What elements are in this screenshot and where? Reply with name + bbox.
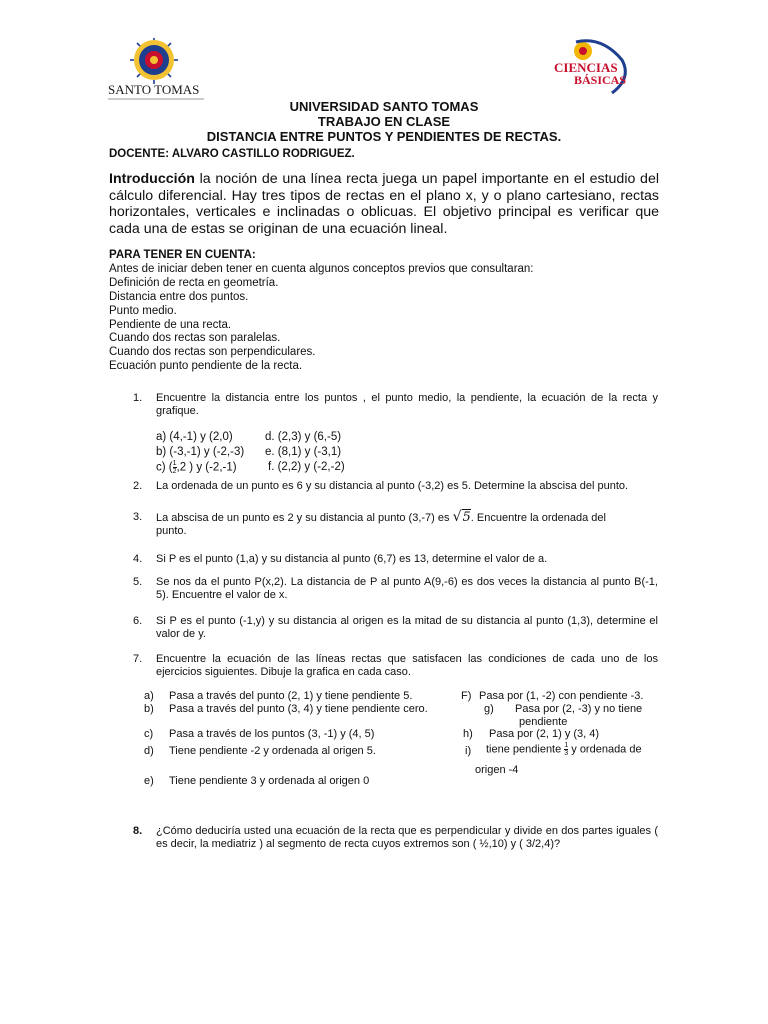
ex7-i-suffix: y ordenada de [568, 743, 642, 756]
para-tener-line: Definición de recta en geometría. [109, 276, 279, 289]
ciencias-basicas-logo [552, 38, 646, 100]
sqrt-radicand: 5 [462, 510, 471, 525]
intro-label: Introducción [109, 171, 195, 187]
ex7-option-b: Pasa a través del punto (3, 4) y tiene pendiente cero. [169, 703, 428, 715]
ex7-option-g-cont: pendiente [519, 716, 568, 728]
ex3-text-a: La abscisa de un punto es 2 y su distancia al punto (3,-7) es [156, 512, 453, 524]
ex7-option-i-cont: origen -4 [475, 764, 519, 776]
exercise-text: Si P es el punto (-1,y) y su distancia al origen es la mitad de su distancia al punto (1,3), determine el valor de y. [156, 615, 658, 640]
fraction-numerator: 1 [564, 742, 569, 749]
para-tener-section [109, 249, 659, 374]
ex7-label-b: b) [144, 703, 154, 715]
ex1-c-prefix: c) ( [156, 461, 173, 474]
ciencias-logo-text-2: BÁSICAS [574, 73, 627, 87]
intro-text: la noción de una línea recta juega un papel importante en el estudio del cálculo diferencial. Hay tres tipos de rectas en el plano x, y o plano cartesiano, rectas horizontales, verticales e inclinadas o oblicuas. El objetivo principal es verificar que cada una de estas se originan de una ecuación lineal. [109, 171, 659, 237]
ex7-option-i [486, 742, 642, 757]
exercise-text [156, 511, 658, 538]
ex7-label-a: a) [144, 690, 154, 702]
santo-tomas-logo-text: SANTO TOMAS [108, 82, 200, 97]
ex7-i-prefix: tiene pendiente [486, 743, 565, 756]
ex1-option-d: d. (2,3) y (6,-5) [265, 431, 342, 443]
document-header [108, 99, 660, 144]
exercise-number: 1. [133, 392, 143, 404]
ex7-option-g: Pasa por (2, -3) y no tiene [515, 703, 643, 715]
exercise-text: Se nos da el punto P(x,2). La distancia de P al punto A(9,-6) es dos veces la distancia al punto B(-1, 5). Encuentre el valor de x. [156, 576, 658, 601]
exercise-text: La ordenada de un punto es 6 y su distancia al punto (-3,2) es 5. Determine la abscisa del punto. [156, 480, 629, 492]
ex7-option-e: Tiene pendiente 3 y ordenada al origen 0 [169, 775, 370, 787]
ex1-c-suffix: ,2 ) y (-2,-1) [176, 461, 237, 474]
para-tener-line: Ecuación punto pendiente de la recta. [109, 360, 303, 373]
ex7-option-c: Pasa a través de los puntos (3, -1) y (4, 5) [169, 728, 375, 740]
sqrt-symbol: √5 [452, 509, 471, 525]
header-topic: DISTANCIA ENTRE PUNTOS Y PENDIENTES DE RECTAS. [206, 129, 562, 144]
exercise-number: 3. [133, 511, 143, 523]
ex7-option-a: Pasa a través del punto (2, 1) y tiene pendiente 5. [169, 690, 413, 702]
exercise-number: 4. [133, 553, 143, 565]
para-tener-line: Pendiente de una recta. [109, 318, 232, 331]
para-tener-line: Antes de iniciar deben tener en cuenta algunos conceptos previos que consultaran: [109, 262, 534, 275]
exercise-text: Si P es el punto (1,a) y su distancia al punto (6,7) es 13, determine el valor de a. [156, 553, 548, 565]
ex7-option-F: Pasa por (1, -2) con pendiente -3. [479, 690, 644, 702]
ex7-label-c: c) [144, 728, 154, 740]
ex1-option-b: b) (-3,-1) y (-2,-3) [156, 446, 245, 458]
ex7-label-g: g) [484, 703, 494, 715]
intro-paragraph [109, 171, 659, 237]
fraction-denominator: 2 [172, 468, 177, 475]
header-docente: DOCENTE: ALVARO CASTILLO RODRIGUEZ. [109, 148, 355, 160]
ex7-label-e: e) [144, 775, 154, 787]
ex7-option-d: Tiene pendiente -2 y ordenada al origen 5. [169, 745, 376, 757]
exercise-number: 8. [133, 825, 143, 837]
exercise-number: 5. [133, 576, 143, 588]
para-tener-line: Cuando dos rectas son perpendiculares. [109, 346, 316, 359]
exercise-number: 2. [133, 480, 143, 492]
ex1-option-c [156, 460, 237, 476]
ex1-option-e: e. (8,1) y (-3,1) [265, 446, 342, 458]
para-tener-line: Distancia entre dos puntos. [109, 290, 249, 303]
header-university: UNIVERSIDAD SANTO TOMAS [289, 99, 479, 114]
para-tener-line: Punto medio. [109, 304, 177, 317]
santo-tomas-logo [106, 38, 206, 104]
exercise-number: 7. [133, 653, 143, 665]
exercise-number: 6. [133, 615, 143, 627]
exercise-text: Encuentre la ecuación de las líneas rectas que satisfacen las condiciones de cada uno de los ejercicios siguientes. Dibuje la grafica en cada caso. [156, 653, 658, 678]
ex7-label-d: d) [144, 745, 154, 757]
ex7-label-F: F) [461, 690, 472, 702]
fraction-numerator: 1 [172, 460, 177, 467]
ex3-text-c: punto. [156, 525, 187, 537]
ex7-option-h: Pasa por (2, 1) y (3, 4) [489, 728, 600, 740]
exercise-text: Encuentre la distancia entre los puntos , el punto medio, la pendiente, la ecuación de la recta y grafique. [156, 392, 658, 417]
exercise-text: ¿Cómo deduciría usted una ecuación de la recta que es perpendicular y divide en dos partes iguales ( es decir, la mediatriz ) al segmento de recta cuyos extremos son ( ½,10) y ( 3/2,4)? [156, 825, 658, 850]
ex1-option-f: f. (2,2) y (-2,-2) [268, 461, 345, 473]
ex1-option-a: a) (4,-1) y (2,0) [156, 431, 233, 443]
ciencias-logo-text-1: CIENCIAS [554, 60, 618, 75]
ex7-label-i: i) [465, 745, 472, 757]
ex3-text-b: . Encuentre la ordenada del [470, 512, 606, 524]
header-subtitle: TRABAJO EN CLASE [317, 114, 451, 129]
para-tener-line: Cuando dos rectas son paralelas. [109, 332, 281, 345]
ex7-label-h: h) [463, 728, 473, 740]
fraction-denominator: 3 [564, 750, 569, 757]
para-tener-title: PARA TENER EN CUENTA: [109, 249, 256, 261]
